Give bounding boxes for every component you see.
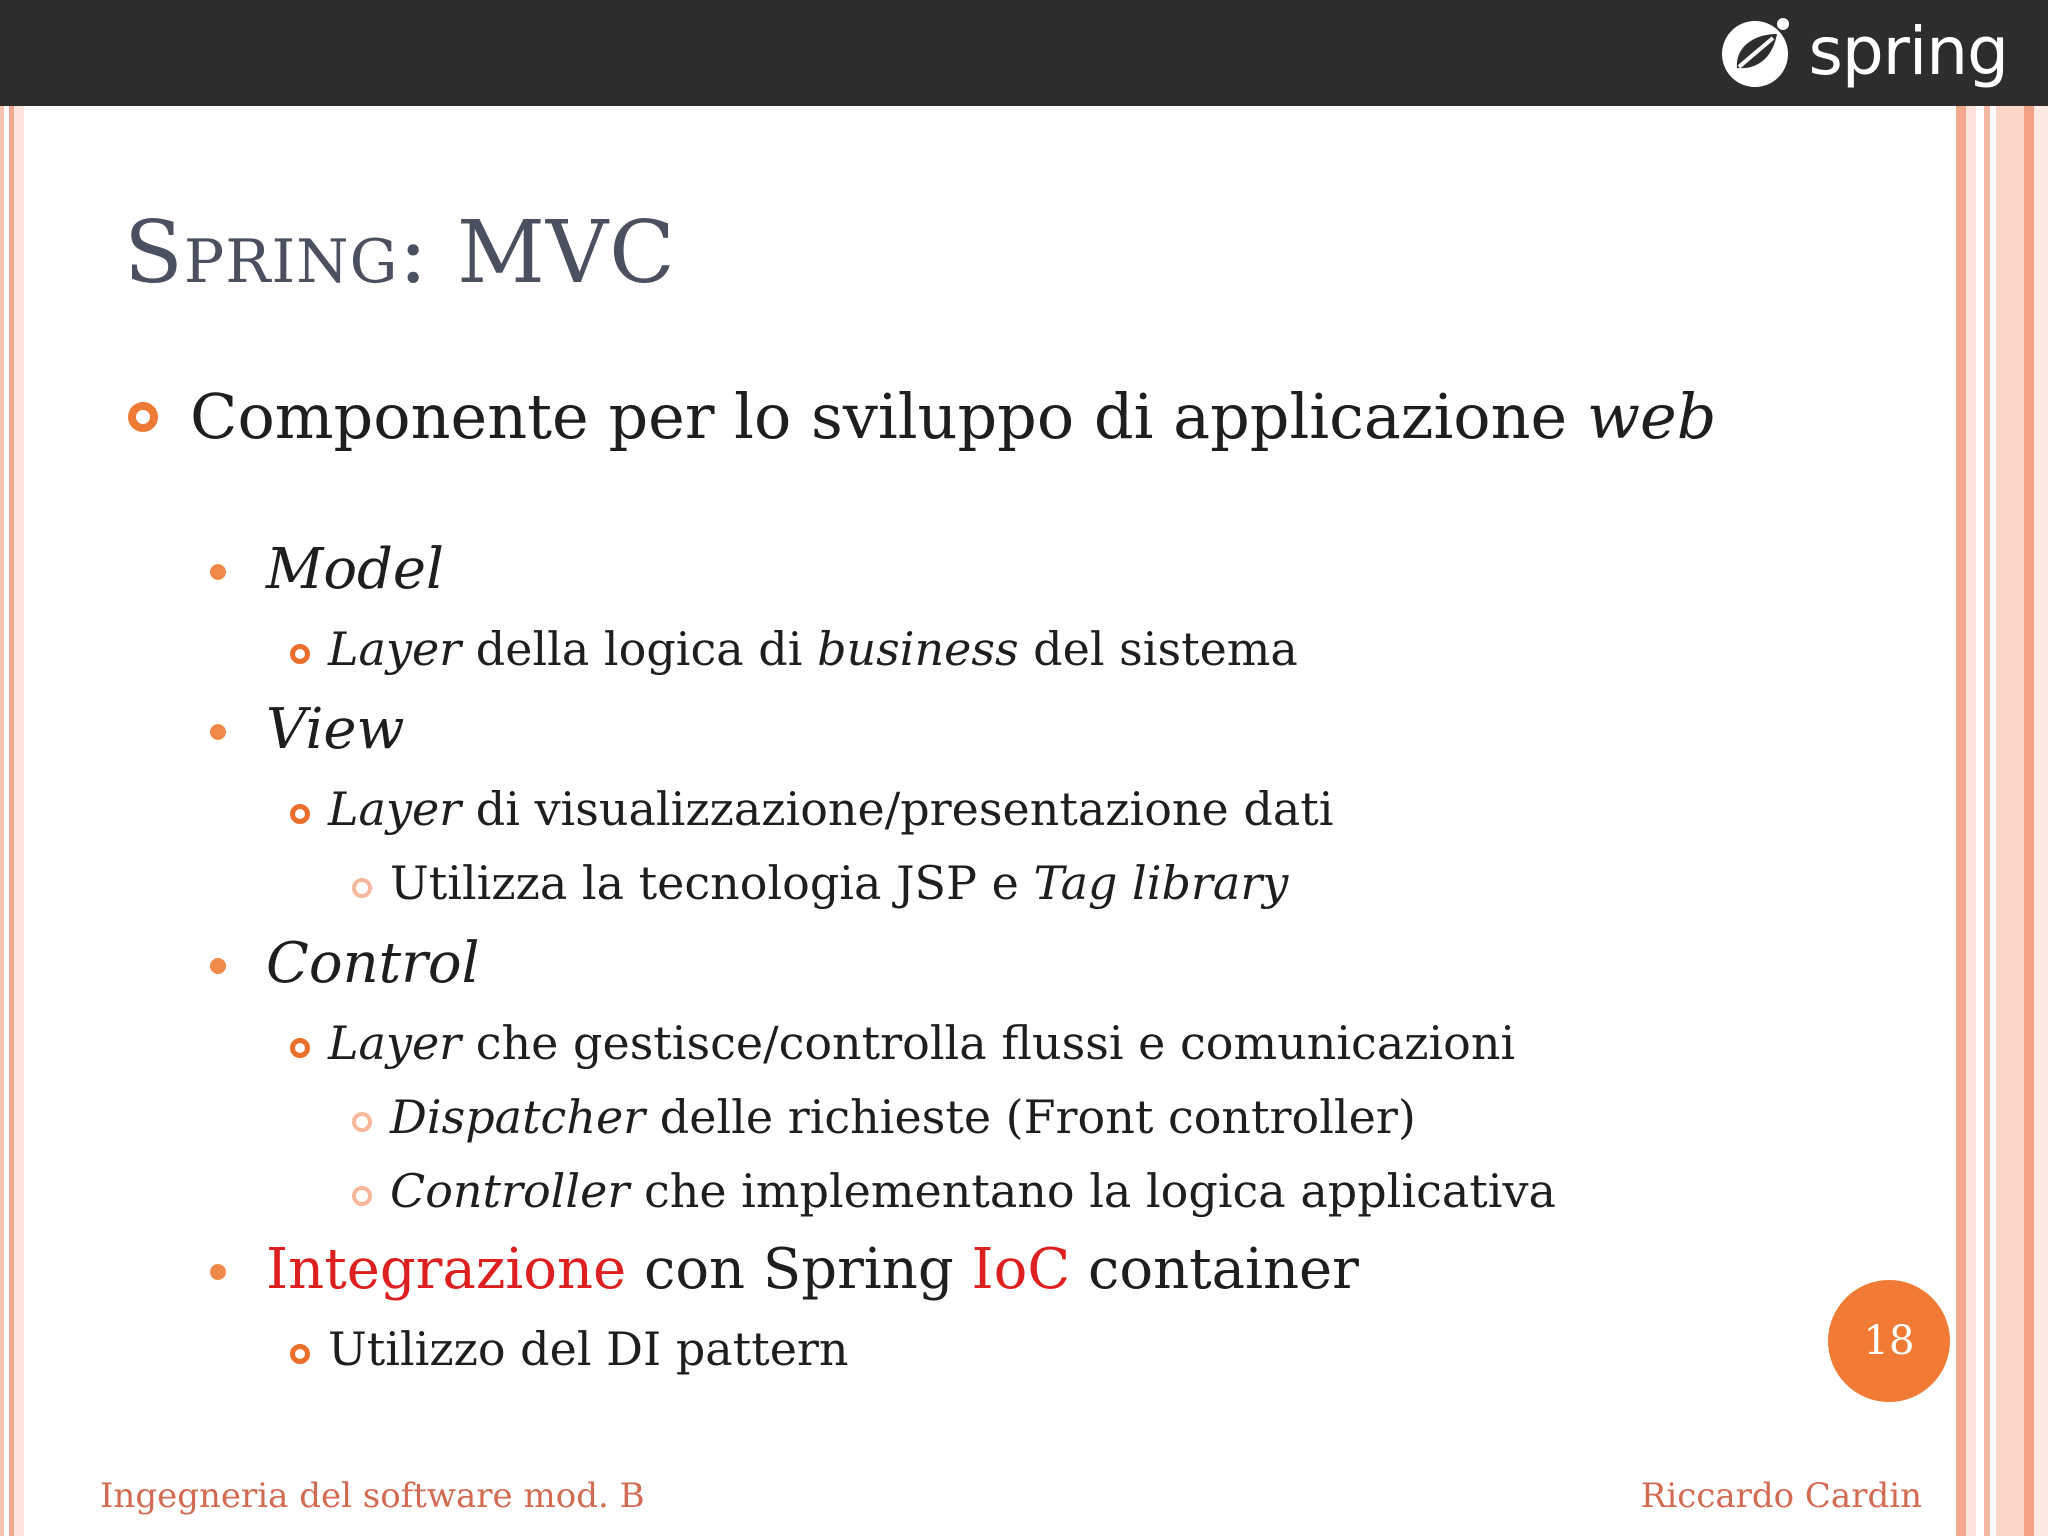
view-label [266, 697, 405, 762]
model-desc-italic-1: Layer [328, 622, 462, 676]
model-desc-mid: della logica di [461, 622, 818, 676]
integration-mid: con Spring [626, 1237, 972, 1302]
control-sub1-rest: delle richieste (Front controller) [645, 1090, 1416, 1144]
model-desc-italic-2: business [817, 622, 1019, 676]
bullet-dot-icon [210, 958, 226, 974]
view-desc-rest: di visualizzazione/presentazione dati [461, 782, 1334, 836]
view-sub-item [390, 856, 1289, 910]
view-description [328, 782, 1334, 836]
control-label-text: Control [266, 931, 480, 996]
main-point-text: Componente per lo sviluppo di applicazione [190, 380, 1587, 453]
control-sub1-italic: Dispatcher [390, 1090, 646, 1144]
top-bar [0, 0, 2048, 106]
integration-red-2: IoC [971, 1237, 1071, 1302]
view-desc-italic: Layer [328, 782, 462, 836]
left-frame-edge [0, 106, 24, 1536]
model-label-text: Model [266, 537, 444, 602]
bullet-ring-small-icon [352, 1186, 372, 1206]
bullet-ring-icon [290, 804, 310, 824]
control-description [328, 1016, 1516, 1070]
bullet-dot-icon [210, 724, 226, 740]
model-desc-end: del sistema [1018, 622, 1298, 676]
bullet-ring-icon [290, 1344, 310, 1364]
bullet-dot-icon [210, 1264, 226, 1280]
footer-course: Ingegneria del software mod. B [100, 1476, 645, 1516]
control-desc-italic: Layer [328, 1016, 462, 1070]
view-sub-text: Utilizza la tecnologia JSP e [390, 856, 1034, 910]
spring-logo [1715, 14, 2008, 90]
control-sub2-italic: Controller [390, 1164, 630, 1218]
control-desc-rest: che gestisce/controlla flussi e comunicazioni [461, 1016, 1516, 1070]
right-frame-stripes [1956, 106, 2048, 1536]
page-number-badge: 18 [1828, 1280, 1950, 1402]
view-sub-italic: Tag library [1033, 856, 1289, 910]
control-label [266, 931, 480, 996]
footer-author: Riccardo Cardin [1640, 1476, 1922, 1516]
bullet-ring-small-icon [352, 1112, 372, 1132]
model-label [266, 537, 444, 602]
logo-text: spring [1808, 13, 2008, 90]
spring-leaf-icon [1715, 12, 1795, 92]
integration-end: container [1070, 1237, 1359, 1302]
bullet-dot-icon [210, 564, 226, 580]
integration-red-1: Integrazione [266, 1237, 627, 1302]
integration-sub-text: Utilizzo del DI pattern [328, 1322, 849, 1376]
bullet-ring-icon [290, 644, 310, 664]
bullet-ring-icon [128, 402, 158, 432]
model-description [328, 622, 1298, 676]
control-sub-item-2 [390, 1164, 1556, 1218]
bullet-ring-small-icon [352, 878, 372, 898]
control-sub2-rest: che implementano la logica applicativa [629, 1164, 1556, 1218]
integration-sub-item [328, 1322, 849, 1376]
control-sub-item-1 [390, 1090, 1416, 1144]
view-label-text: View [266, 697, 405, 762]
integration-item [266, 1237, 1359, 1302]
bullet-ring-icon [290, 1038, 310, 1058]
slide-title: Spring: MVC [124, 203, 676, 303]
main-point-italic: web [1586, 380, 1717, 453]
main-point [190, 380, 1717, 453]
